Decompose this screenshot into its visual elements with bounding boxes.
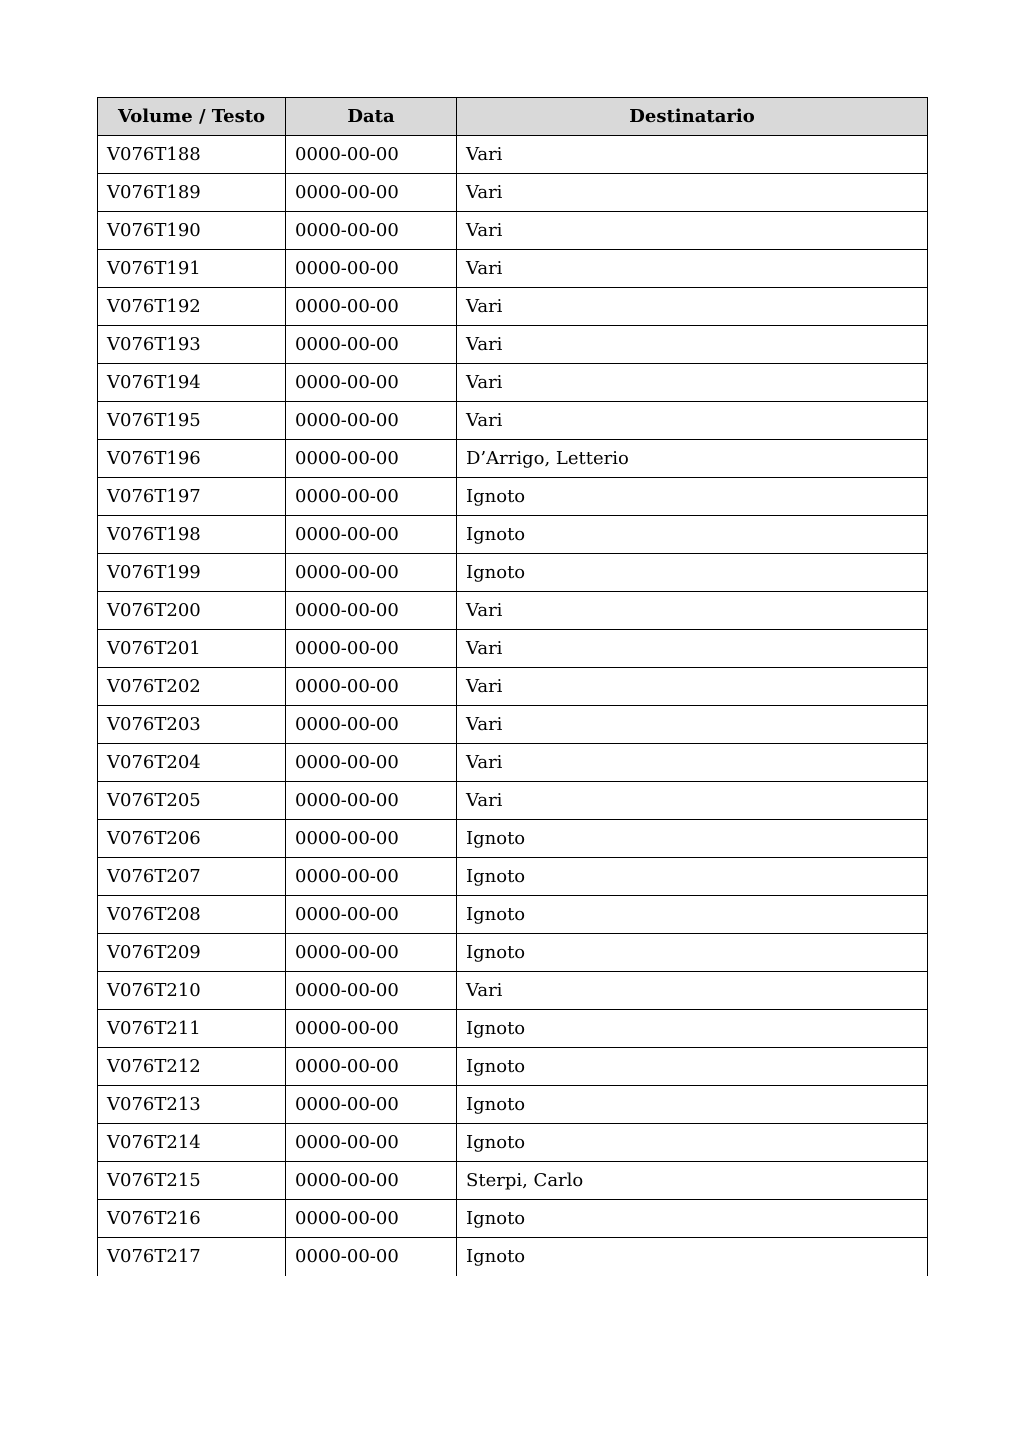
table-row — [98, 972, 928, 1010]
cell-data: 0000-00-00 — [286, 1200, 457, 1238]
cell-volume-testo: V076T203 — [98, 706, 286, 744]
table-row — [98, 668, 928, 706]
cell-volume-testo: V076T201 — [98, 630, 286, 668]
cell-destinatario: Vari — [457, 706, 928, 744]
cell-data: 0000-00-00 — [286, 782, 457, 820]
cell-data: 0000-00-00 — [286, 440, 457, 478]
cell-destinatario: Vari — [457, 136, 928, 174]
cell-destinatario: Vari — [457, 592, 928, 630]
cell-volume-testo: V076T206 — [98, 820, 286, 858]
cell-destinatario: Ignoto — [457, 554, 928, 592]
cell-destinatario: Vari — [457, 630, 928, 668]
table-row — [98, 478, 928, 516]
table-row — [98, 1162, 928, 1200]
table-row — [98, 820, 928, 858]
cell-destinatario: Vari — [457, 326, 928, 364]
cell-destinatario: Vari — [457, 782, 928, 820]
cell-data: 0000-00-00 — [286, 858, 457, 896]
cell-volume-testo: V076T207 — [98, 858, 286, 896]
cell-data: 0000-00-00 — [286, 706, 457, 744]
cell-destinatario: Ignoto — [457, 478, 928, 516]
cell-volume-testo: V076T195 — [98, 402, 286, 440]
cell-data: 0000-00-00 — [286, 364, 457, 402]
cell-destinatario: D’Arrigo, Letterio — [457, 440, 928, 478]
cell-data: 0000-00-00 — [286, 668, 457, 706]
cell-volume-testo: V076T204 — [98, 744, 286, 782]
cell-data: 0000-00-00 — [286, 1162, 457, 1200]
cell-data: 0000-00-00 — [286, 212, 457, 250]
table-row — [98, 554, 928, 592]
cell-volume-testo: V076T216 — [98, 1200, 286, 1238]
cell-destinatario: Vari — [457, 174, 928, 212]
cell-volume-testo: V076T194 — [98, 364, 286, 402]
cell-volume-testo: V076T189 — [98, 174, 286, 212]
cell-data: 0000-00-00 — [286, 630, 457, 668]
cell-data: 0000-00-00 — [286, 934, 457, 972]
cell-destinatario: Ignoto — [457, 1010, 928, 1048]
cell-volume-testo: V076T205 — [98, 782, 286, 820]
cell-data: 0000-00-00 — [286, 250, 457, 288]
table-row — [98, 174, 928, 212]
cell-destinatario: Ignoto — [457, 1200, 928, 1238]
cell-destinatario: Ignoto — [457, 516, 928, 554]
table-row — [98, 744, 928, 782]
cell-destinatario: Ignoto — [457, 1048, 928, 1086]
table-row — [98, 592, 928, 630]
cell-data: 0000-00-00 — [286, 516, 457, 554]
cell-destinatario: Vari — [457, 250, 928, 288]
table-row — [98, 1086, 928, 1124]
table-row — [98, 364, 928, 402]
cell-destinatario: Ignoto — [457, 934, 928, 972]
table-row — [98, 1238, 928, 1276]
table-row — [98, 706, 928, 744]
table-body — [98, 136, 928, 1276]
cell-data: 0000-00-00 — [286, 744, 457, 782]
cell-volume-testo: V076T217 — [98, 1238, 286, 1276]
table-row — [98, 326, 928, 364]
cell-volume-testo: V076T202 — [98, 668, 286, 706]
cell-data: 0000-00-00 — [286, 1124, 457, 1162]
cell-volume-testo: V076T210 — [98, 972, 286, 1010]
cell-data: 0000-00-00 — [286, 478, 457, 516]
cell-data: 0000-00-00 — [286, 288, 457, 326]
cell-data: 0000-00-00 — [286, 1238, 457, 1276]
table-row — [98, 1010, 928, 1048]
table-row — [98, 1048, 928, 1086]
header-destinatario: Destinatario — [457, 98, 928, 136]
cell-data: 0000-00-00 — [286, 402, 457, 440]
cell-data: 0000-00-00 — [286, 1010, 457, 1048]
cell-destinatario: Ignoto — [457, 1086, 928, 1124]
table-row — [98, 630, 928, 668]
table-row — [98, 212, 928, 250]
cell-volume-testo: V076T190 — [98, 212, 286, 250]
cell-destinatario: Sterpi, Carlo — [457, 1162, 928, 1200]
cell-destinatario: Vari — [457, 364, 928, 402]
cell-destinatario: Vari — [457, 212, 928, 250]
cell-data: 0000-00-00 — [286, 820, 457, 858]
table-row — [98, 288, 928, 326]
cell-destinatario: Vari — [457, 668, 928, 706]
cell-data: 0000-00-00 — [286, 1086, 457, 1124]
cell-destinatario: Vari — [457, 972, 928, 1010]
cell-destinatario: Ignoto — [457, 896, 928, 934]
table-row — [98, 440, 928, 478]
cell-volume-testo: V076T191 — [98, 250, 286, 288]
table-row — [98, 250, 928, 288]
cell-volume-testo: V076T213 — [98, 1086, 286, 1124]
header-volume-testo: Volume / Testo — [98, 98, 286, 136]
cell-volume-testo: V076T197 — [98, 478, 286, 516]
cell-data: 0000-00-00 — [286, 136, 457, 174]
cell-volume-testo: V076T214 — [98, 1124, 286, 1162]
cell-destinatario: Vari — [457, 402, 928, 440]
cell-data: 0000-00-00 — [286, 592, 457, 630]
cell-volume-testo: V076T200 — [98, 592, 286, 630]
cell-destinatario: Vari — [457, 744, 928, 782]
table-row — [98, 782, 928, 820]
table-header-row — [98, 98, 928, 136]
cell-destinatario: Ignoto — [457, 1124, 928, 1162]
cell-data: 0000-00-00 — [286, 1048, 457, 1086]
cell-data: 0000-00-00 — [286, 174, 457, 212]
cell-destinatario: Vari — [457, 288, 928, 326]
table-row — [98, 896, 928, 934]
cell-volume-testo: V076T192 — [98, 288, 286, 326]
table-row — [98, 858, 928, 896]
cell-data: 0000-00-00 — [286, 554, 457, 592]
table-row — [98, 402, 928, 440]
cell-volume-testo: V076T198 — [98, 516, 286, 554]
cell-volume-testo: V076T211 — [98, 1010, 286, 1048]
table-row — [98, 516, 928, 554]
cell-destinatario: Ignoto — [457, 1238, 928, 1276]
header-data: Data — [286, 98, 457, 136]
table-row — [98, 136, 928, 174]
cell-volume-testo: V076T199 — [98, 554, 286, 592]
records-table — [97, 97, 928, 1276]
cell-volume-testo: V076T188 — [98, 136, 286, 174]
cell-volume-testo: V076T208 — [98, 896, 286, 934]
cell-volume-testo: V076T193 — [98, 326, 286, 364]
cell-destinatario: Ignoto — [457, 858, 928, 896]
cell-volume-testo: V076T209 — [98, 934, 286, 972]
cell-destinatario: Ignoto — [457, 820, 928, 858]
cell-data: 0000-00-00 — [286, 896, 457, 934]
table-row — [98, 1124, 928, 1162]
table-row — [98, 1200, 928, 1238]
cell-data: 0000-00-00 — [286, 326, 457, 364]
cell-volume-testo: V076T196 — [98, 440, 286, 478]
table-row — [98, 934, 928, 972]
cell-data: 0000-00-00 — [286, 972, 457, 1010]
cell-volume-testo: V076T212 — [98, 1048, 286, 1086]
cell-volume-testo: V076T215 — [98, 1162, 286, 1200]
